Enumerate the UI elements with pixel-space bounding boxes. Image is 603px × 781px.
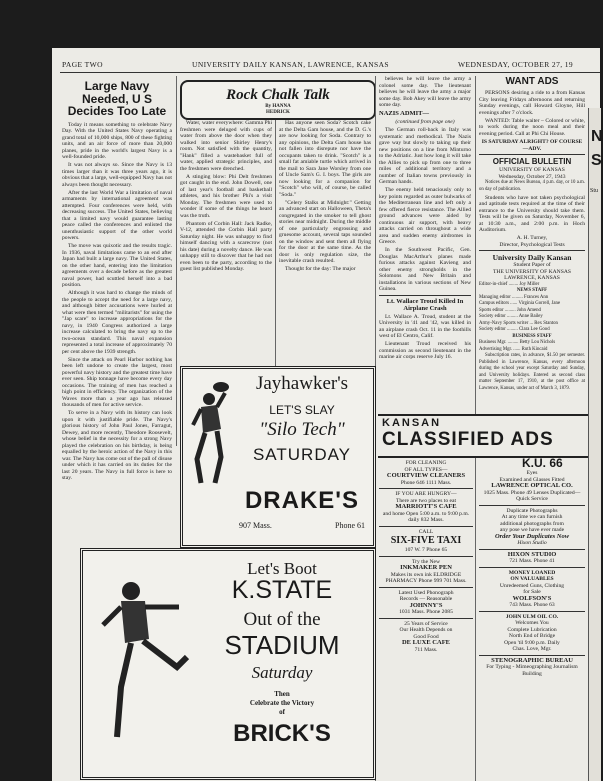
paragraph: To serve in a Navy with its history can look upon it with justifiable pride. The Navy's glorious history of John Paul Jones, Farragut, Dewey, and more recently, Theodore Roosevelt, whose belief in the necessity for a strong Navy played the celebration on his birthday, is being equalled by the heroic action of the Navy in this war. The Navy has come out of the pall of disuse under which it has carried on its duties for the last 20 years. The Navy in full force is here to stay. <box>62 410 172 482</box>
ad-foot: 721 Mass. Phone 41 <box>509 558 555 564</box>
ad-name: COURTVIEW CLEANERS <box>386 472 466 479</box>
ad-line: CALL <box>418 528 434 535</box>
bricks-line8: of <box>279 708 285 716</box>
ad-name: HIXON STUDIO <box>507 550 557 558</box>
ad-line: There are two places to eat <box>395 497 457 504</box>
ad-line: Chas. Love, Mgr. <box>512 646 552 652</box>
page-header <box>62 60 600 72</box>
bulletin-title: OFFICIAL BULLETIN <box>492 157 572 166</box>
ad-name: Order Your Duplicates Now <box>494 532 570 540</box>
bulletin-note: Notices due at News Bureau, 4 p.m. day, or 10 a.m. on day of publication. <box>479 180 585 192</box>
ad-line: At any time we can furnish <box>501 514 563 520</box>
adjacent-page-edge <box>588 108 601 781</box>
classified-ad <box>379 458 473 489</box>
staff-line: Campus editors ...... Virginia Gorrell, Jane <box>479 301 561 306</box>
paragraph: Phantom of Corbin Hall: Jack Radke, V-12, attended the Corbin Hall party Saturday night. He was unhappy to find himself dancing with a scarecrow (not his date) during a novelty dance. He was unhappy still to discover that he had not even been to the party, according to the guest list published Monday. <box>180 220 272 272</box>
ad-name: LAWRENCE OPTICAL CO. <box>491 482 573 489</box>
header-rule <box>60 72 600 73</box>
bulletin-subtitle: UNIVERSITY OF KANSAS <box>499 167 565 173</box>
staff-line: Managing editor ......... Frances Ann <box>479 294 549 300</box>
nazis-headline: NAZIS ADMIT— <box>379 109 430 117</box>
edge-letter: N <box>591 128 603 145</box>
staff-line: Advertising Mgr. ...... Ruth Kincaid <box>479 346 548 352</box>
column-divider <box>176 76 177 446</box>
ad-name: INKMAKER PEN <box>400 564 452 571</box>
staff-line: Sports editor ......... John Amend <box>479 307 541 313</box>
ad-line: additional photographs from <box>500 520 564 527</box>
paragraph: "Celery Stalks at Midnight:" Getting an advanced start on Halloween, Theta's congregated in the smoker to tell ghost stories near midnight. During the middle of one particularly engrossing and gruesome account, several taps sounded on the window and sent them all flying for the door at the same time. As the door is only regulation size, the inevitable crash resulted. <box>279 199 371 264</box>
paragraph: Lieutenant Troud received his commission as second lieutenant in the marine air corps reserve July 16. <box>379 341 471 360</box>
page-number: PAGE TWO <box>62 60 103 69</box>
staff-line: NEWS STAFF <box>516 288 548 293</box>
paragraph: The enemy held tenaciously only to key points regarded as outer bulwarks of the Mediterranean line and left only a few offered fierce resistance. The Allied ground advances were aided by continuous air support, with heavy attacks carried on throughout a wide area and sudden enemy airdromes in Greece. <box>379 187 471 245</box>
ad-line: Latest Used Phonograph <box>398 589 454 596</box>
bricks-ad <box>80 548 376 780</box>
classified-ad <box>479 550 585 568</box>
classified-ad <box>479 468 585 506</box>
ad-line: FOR CLEANING <box>405 460 447 466</box>
want-ad: WANTED: Table waiter – Colored or white, to work during the noon meal and their evening period. Call at Phi Chi House. <box>479 117 585 137</box>
want-ad: PERSONS desiring a ride to a from Kansas City leaving Fridays afternoons and returning Sunday evenings, call Howard Gloyne, Hill evenings after 7 o'clock. <box>479 90 585 116</box>
ad-line: Good Food <box>413 633 439 640</box>
ad-name: DE LUXE CAFE <box>401 639 451 646</box>
paragraph: The German roll-back in Italy was systematic and methodical. The Nazis gave way but slowly to taking up their new positions on a line from Minturno to the Adriatic. Just how long it will take the Allies to pick up from one to three miles of additional territory and a number of Italian towns previously in German hands. <box>379 127 471 185</box>
staff-line: Army-Navy Sports writer ... Rex Stanton <box>479 320 558 326</box>
ad-line: Welcomes You <box>515 620 549 626</box>
bulletin-date: Wednesday, October 27, 1943 <box>498 173 566 180</box>
ad-name: JOHNNY'S <box>409 601 443 609</box>
staff-line: BUSINESS STAFF <box>512 333 552 339</box>
bricks-line5: Saturday <box>251 663 313 682</box>
classified-ad <box>479 656 585 680</box>
classified-ad <box>379 489 473 527</box>
bricks-line6: Then <box>274 690 290 698</box>
classified-ad <box>379 588 473 619</box>
ad-line: Our Health Depends on <box>399 627 453 633</box>
classified-banner <box>378 414 600 458</box>
ad-line: OF ALL TYPES— <box>404 466 448 473</box>
ad-line: any pose we have ever made <box>499 527 565 533</box>
ad-line: Eyes <box>526 470 538 476</box>
paragraph: Water, water everywhere: Gamma Phi freshmen were deluged with cups of water from above the door when they walked into senior Shirley Henry's room. Not satisfied with the quantity, "Hank" filled a wastebasket full of water, applied strategic principles, and the freshmen were drenched. <box>180 120 272 172</box>
subscription-info: Subscription rates, in advance, $1.50 per semester. Published in Lawrence, Kansas, every afternoon during the school year except Saturday and Sunday, and University holidays. Entered as second class matter September 17, 1910, at the post office at Lawrence, Kansas, under act of March 3, 1879. <box>479 353 585 391</box>
ad-foot: 743 Mass. Phone 63 <box>509 602 555 608</box>
paragraph: Since the attack on Pearl Harbor nothing has been left undone to create the largest, most powerful navy history and the greatest time have ever seen. Ship tonnage have become every day occasions. The training of men has reached a high point in efficiency. The organization of the Waves more than a year ago has released thousands of men for active service. <box>62 356 172 409</box>
ad-name: SIX-FIVE TAXI <box>390 535 462 546</box>
paragraph: It was not always so. Since the Navy is 13 times larger than it was three years ago, it is obvious that a large, well-equipped Navy has not always been thought necessary. <box>62 162 172 188</box>
drakes-line2: "Silo Tech" <box>259 419 345 440</box>
ad-line: ON VALUABLES <box>510 576 554 582</box>
classified-left <box>379 458 473 778</box>
bricks-line2: K.STATE <box>231 576 333 604</box>
ad-foot: and home Open 5:00 a.m. to 9:00 p.m. daily 832 Mass. <box>382 510 470 523</box>
ad-line: 25 Years of Service <box>404 620 448 627</box>
kicker-illustration <box>91 577 191 747</box>
column-byline: By HANNA HEDRICK <box>256 104 300 116</box>
paragraph: After the last World War a limitation of naval armaments by international agreement was attempted. Four conferences were held, with decreasing success. The United States, believing that a limited navy would guarantee lasting peace called the conferences and enlisted the unenthusiastic support of the other world powers. <box>62 189 172 242</box>
ad-line: JOHN ULM OIL CO. <box>505 613 559 620</box>
ad-foot: Hixon Studio <box>517 540 547 546</box>
ad-foot: 1025 Mass. Phone 49 Lenses Duplicated—Quick Service <box>483 489 581 502</box>
column-title: Rock Chalk Talk <box>226 87 330 103</box>
edge-text: Stu <box>590 188 599 194</box>
classified-line2: CLASSIFIED ADS <box>382 429 554 450</box>
drakes-address: 907 Mass. <box>239 521 272 530</box>
ad-name: STENOGRAPHIC BUREAU <box>491 656 573 664</box>
paragraph: Has anyone seen Soda? Scotch cake at the Delta Gam house, and the D. G.'s are now looking for Soda. Contrary to any opinions, the Delta Gam house has not fallen into disrepute nor have the occupants taken to drink. "Scotch" is a small fat amiable turtle which arrived in the mail to Sara Jane Worsley from one of Uncle Sam's G. I. boys. The girls are now looking for a companion for "Scotch" who will, of course, be called "Soda." <box>279 120 371 198</box>
paragraph: (continued from page one) <box>395 119 455 125</box>
ad-line: Complete Lubrication <box>507 626 557 633</box>
drakes-line3: SATURDAY <box>252 445 352 464</box>
masthead-line: THE UNIVERSITY OF KANSAS <box>493 268 571 275</box>
masthead-line: Student Paper of <box>513 262 551 268</box>
paragraph: Although it was hard to change the minds of the people to accept the need for a large navy, and although bitter accusations were hurled at what were then termed "militarists" for using the "Jap scare" to increase appropriations for the navy, in 1940 Congress authorized a large increase calculated to bring the navy up to the two-ocean standard. This naval expansion represented a total increase of approximately 70 per cent above the 1939 strength. <box>62 290 172 355</box>
ad-foot: 711 Mass. <box>414 646 438 653</box>
classified-ad <box>479 506 585 550</box>
classified-ad <box>379 527 473 557</box>
classified-right <box>479 468 585 780</box>
bricks-line7: Celebrate the Victory <box>249 699 315 707</box>
masthead-line: LAWRENCE, KANSAS <box>504 275 560 281</box>
paragraph: The move was quixotic and the results tragic. In 1936, naval limitations came to an end after Japan had built a large navy. The United States, on the other hand, entering into the limitation agreements over a decade before as the greatest naval power, had scuttled herself into a bad position. <box>62 243 172 289</box>
bricks-line3: Out of the <box>243 609 321 630</box>
bulletin-signer-title: Director, Psychological Tests <box>499 241 565 248</box>
bulletin-body: Students who have not taken psychological and aptitude tests required at the time of their entrance to the University should take them. Tests will be given on Saturday, November 6, at 10:30 a.m., and 2:00 p.m. in Hoch Auditorium. <box>479 194 585 233</box>
ad-line: Records — Reasonable <box>399 596 453 602</box>
drakes-title: Jayhawker's <box>255 373 349 394</box>
paragraph: Thought for the day: The major <box>285 266 356 272</box>
drakes-phone: Phone 61 <box>335 521 365 530</box>
ad-line: North End of Bridge <box>508 633 556 639</box>
staff-line: Society editor ......... Anne Bailey <box>479 314 543 319</box>
edge-letter: S <box>591 152 602 169</box>
bulletin-signer: A. H. Turney, <box>516 235 548 241</box>
bricks-line4: STADIUM <box>224 630 340 660</box>
troud-headline: Lt. Wallace Troud Killed In Airplane Crash <box>386 297 464 312</box>
ad-line: MONEY LOANED <box>508 569 556 576</box>
paragraph: believes he will leave the army a colonel some day. The lieutenant believes he will leave the army a major some day. Bob Akey will leave the army some day. <box>379 76 471 108</box>
want-ads-title: WANT ADS <box>505 76 559 87</box>
ad-name: WOLFSON'S <box>512 594 552 602</box>
ad-line: Try the New <box>411 558 441 565</box>
navy-headline: Large Navy Needed, U S Decides Too Late <box>67 79 167 119</box>
drakes-store: DRAKE'S <box>244 487 360 514</box>
ad-foot: 1031 Mass. Phone 2085 <box>399 609 453 615</box>
ad-line: IF YOU ARE HUNGRY— <box>395 491 457 497</box>
ad-foot: Phone 646 1111 Mass. <box>400 479 452 486</box>
paragraph: In the Southwest Pacific, Gen. Douglas MacArthur's planes made furious attacks against Kavieng and other enemy strongholds in the Solomons and New Britain and installations in various sections of New Guinea. <box>379 247 471 292</box>
paper-title: UNIVERSITY DAILY KANSAN, LAWRENCE, KANSAS <box>192 60 389 69</box>
ad-line: for Sale <box>523 589 541 595</box>
football-player-illustration <box>187 379 235 489</box>
classified-phone: K.U. 66 <box>522 456 563 470</box>
bricks-store: BRICK'S <box>233 720 331 747</box>
masthead-title: University Daily Kansan <box>492 253 572 262</box>
ad-line: Unredeemed Guns, Clothing <box>499 582 565 589</box>
right-column <box>479 76 585 416</box>
staff-line: Business Mgr. ......... Betty Lou Nichols <box>479 340 556 345</box>
ad-line: Examined and Glasses Fitted <box>499 476 565 483</box>
ad-foot: 107 W. 7 Phone 65 <box>404 547 448 553</box>
drakes-ad <box>180 366 376 548</box>
newspaper-page <box>52 48 603 781</box>
ad-foot: For Typing - Mimeographing Journalism Building <box>486 664 578 677</box>
ad-foot: Makes its own ink ELDRIDGE PHARMACY Phone 999 701 Mass. <box>385 571 467 584</box>
classified-line1: KANSAN <box>382 417 442 429</box>
classified-ad <box>379 619 473 656</box>
ad-line: Open 'til 9:00 p.m. Daily <box>504 639 560 646</box>
rock-chalk-talk-banner <box>180 80 376 120</box>
classified-ad <box>479 612 585 656</box>
news-column <box>379 76 471 436</box>
paragraph: Today it means something to celebrate Navy Day. With the United States Navy operating a grand total of 10,000 ships, 800 of these fighting units, and an air force of more than 20,000 planes, pride in the world's largest Navy is a well-founded pride. <box>62 121 172 161</box>
paragraph: A stinging blow: Phi Delt freshmen got caught in the end. John Dowell, one of last year's football and basketball athletes, and his brother Phi's a visit Monday. The freshmen were used to wonder if some of the things he heard was the truth. <box>180 173 272 219</box>
ad-name: MARRIOTT'S CAFE <box>395 503 457 510</box>
ad-line: Duplicate Photographs <box>506 507 558 514</box>
issue-date: WEDNESDAY, OCTOBER 27, 19 <box>458 60 574 69</box>
bricks-line1: Let's Boot <box>247 559 317 578</box>
want-ads-ask: IS SATURDAY ALRIGHT? OF COURSE—ADV. <box>481 139 583 152</box>
classified-ad <box>379 557 473 588</box>
drakes-line1: LET'S SLAY <box>269 403 335 417</box>
classified-ad <box>479 568 585 612</box>
paragraph: Lt. Wallace A. Troud, student at the University in '41 and '42, was killed in an airplane crash Oct. 11 in the foothills west of El Centro, Calif. <box>379 313 471 339</box>
staff-line: Society editor ......... Clara Lee Good <box>479 327 550 332</box>
staff-line: Editor-in-chief ........ Joy Miller <box>479 281 540 287</box>
